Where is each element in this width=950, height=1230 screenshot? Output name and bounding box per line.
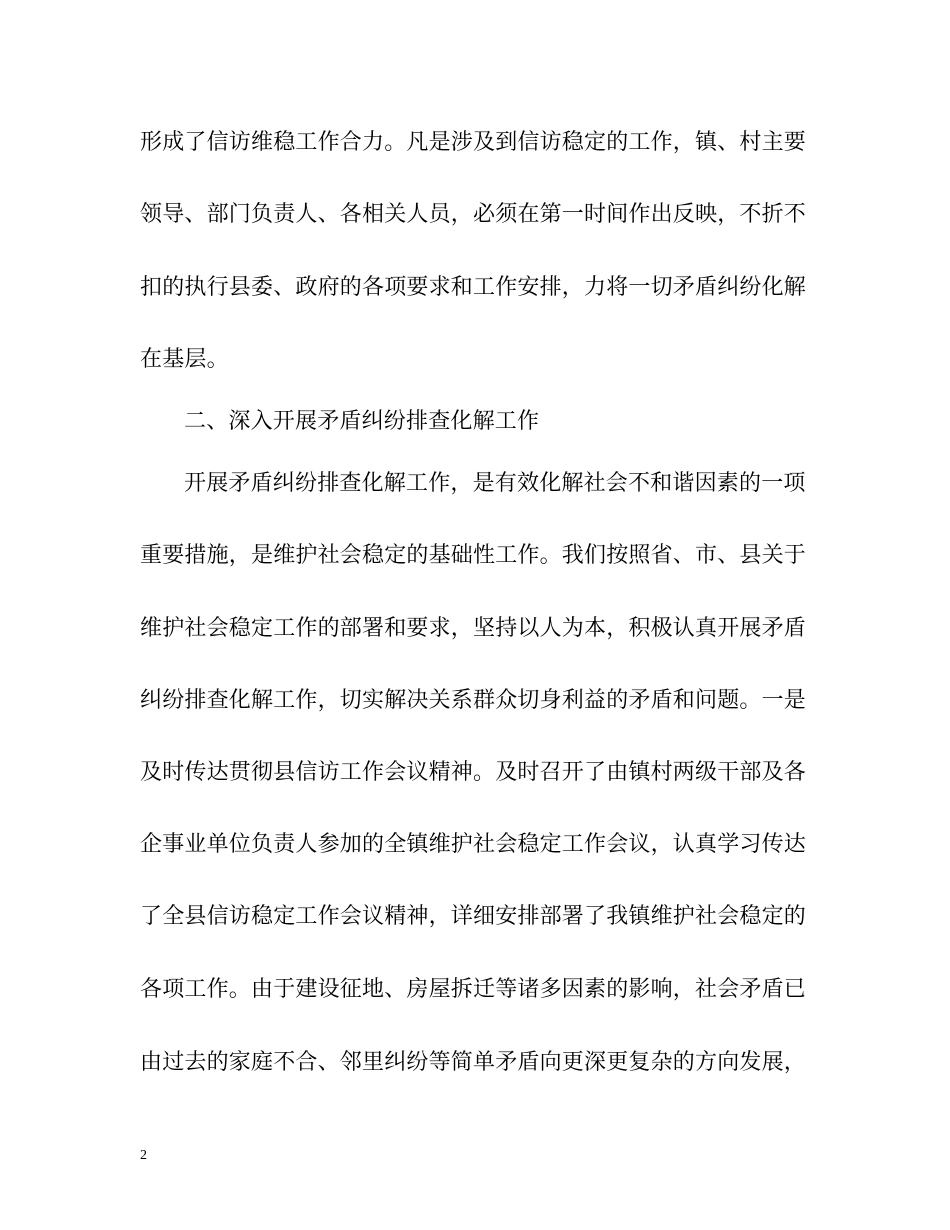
section-heading: 二、深入开展矛盾纠纷排查化解工作 bbox=[184, 409, 540, 434]
body-text-line: 各项工作。由于建设征地、房屋拆迁等诸多因素的影响，社会矛盾已 bbox=[140, 977, 807, 1002]
paragraph-first-line: 开展矛盾纠纷排查化解工作，是有效化解社会不和谐因素的一项 bbox=[184, 471, 806, 496]
body-text-line: 扣的执行县委、政府的各项要求和工作安排，力将一切矛盾纠纷化解 bbox=[140, 275, 807, 300]
body-text-line: 领导、部门负责人、各相关人员，必须在第一时间作出反映，不折不 bbox=[140, 202, 807, 227]
body-text-line: 在基层。 bbox=[140, 347, 229, 372]
page-number: 2 bbox=[140, 1148, 147, 1163]
body-text-line: 纠纷排查化解工作，切实解决关系群众切身利益的矛盾和问题。一是 bbox=[140, 688, 807, 713]
body-text-line: 形成了信访维稳工作合力。凡是涉及到信访稳定的工作，镇、村主要 bbox=[140, 130, 807, 155]
body-text-line: 企事业单位负责人参加的全镇维护社会稳定工作会议，认真学习传达 bbox=[140, 832, 807, 857]
body-text-line: 了全县信访稳定工作会议精神，详细安排部署了我镇维护社会稳定的 bbox=[140, 904, 807, 929]
body-text-line: 及时传达贯彻县信访工作会议精神。及时召开了由镇村两级干部及各 bbox=[140, 760, 807, 785]
body-text-line: 维护社会稳定工作的部署和要求，坚持以人为本，积极认真开展矛盾 bbox=[140, 616, 807, 641]
body-text-line: 由过去的家庭不合、邻里纠纷等简单矛盾向更深更复杂的方向发展， bbox=[140, 1050, 807, 1075]
body-text-line: 重要措施，是维护社会稳定的基础性工作。我们按照省、市、县关于 bbox=[140, 543, 807, 568]
